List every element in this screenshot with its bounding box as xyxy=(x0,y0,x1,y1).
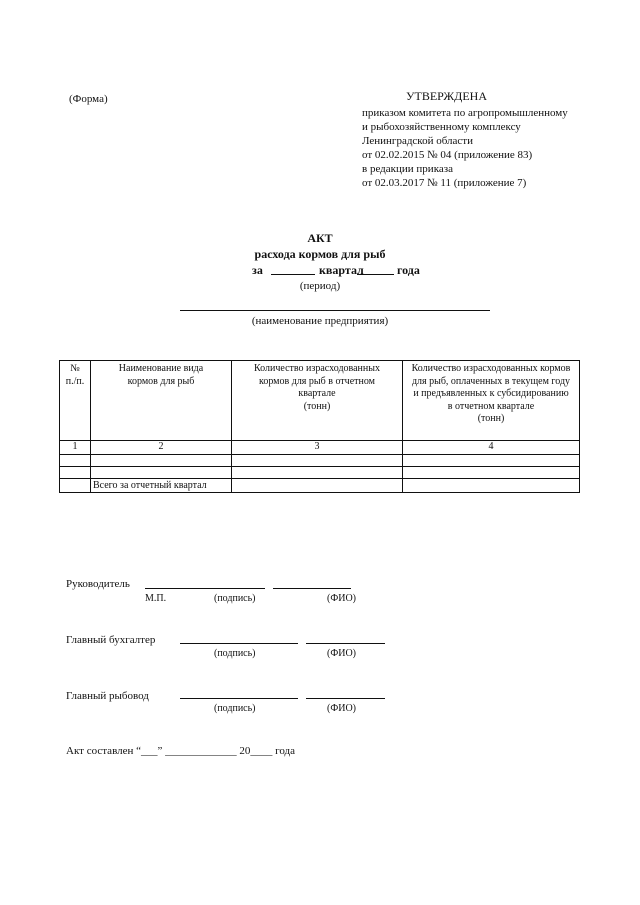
col-header-feed-type-text: Наименование вида кормов для рыб xyxy=(118,363,204,387)
table-cell[interactable] xyxy=(232,478,403,492)
head-signature-caption: (подпись) xyxy=(214,593,256,604)
col-header-number-text: № п./п. xyxy=(65,363,85,387)
head-signature-line[interactable] xyxy=(145,588,265,589)
fish-breeder-fio-caption: (ФИО) xyxy=(327,703,357,714)
fish-breeder-signature-line[interactable] xyxy=(180,698,298,699)
fish-breeder-signature-caption: (подпись) xyxy=(214,703,256,714)
head-fio-caption: (ФИО) xyxy=(327,593,357,604)
head-label: Руководитель xyxy=(66,578,130,590)
table-cell[interactable] xyxy=(60,454,91,466)
col-header-quantity xyxy=(232,361,403,441)
table-cell[interactable] xyxy=(91,466,232,478)
column-number: 2 xyxy=(91,441,232,455)
column-number: 4 xyxy=(403,441,580,455)
table-cell[interactable] xyxy=(403,454,580,466)
col-header-number xyxy=(60,361,91,441)
approved-title: УТВЕРЖДЕНА xyxy=(406,89,488,103)
column-number-row xyxy=(60,441,580,455)
fish-breeder-label: Главный рыбовод xyxy=(66,690,149,702)
doc-title: АКТ xyxy=(307,231,333,245)
accountant-fio-line[interactable] xyxy=(306,643,385,644)
approved-line-1: приказом комитета по агропромышленному xyxy=(362,107,568,119)
table-row xyxy=(60,466,580,478)
col-header-feed-type xyxy=(91,361,232,441)
enterprise-caption: (наименование предприятия) xyxy=(251,315,389,327)
approved-line-5: в редакции приказа xyxy=(362,163,453,175)
accountant-signature-line[interactable] xyxy=(180,643,298,644)
col-header-subsidized-text: Количество израсходованных кормов для рыб, оплаченных в текущем году и предъявленных к субсидированию в отчетном квартале (тонн) xyxy=(411,363,571,424)
head-fio-line[interactable] xyxy=(273,588,351,589)
fish-breeder-fio-line[interactable] xyxy=(306,698,385,699)
period-caption: (период) xyxy=(299,280,341,292)
table-cell[interactable] xyxy=(232,466,403,478)
table-cell[interactable] xyxy=(91,454,232,466)
year-blank-line xyxy=(357,274,394,275)
table-cell xyxy=(60,478,91,492)
table-cell[interactable] xyxy=(60,466,91,478)
act-composed-line: Акт составлен “___” _____________ 20____ года xyxy=(66,745,296,757)
table-cell[interactable] xyxy=(403,478,580,492)
feed-table xyxy=(59,360,580,493)
enterprise-line xyxy=(180,310,490,311)
column-number: 3 xyxy=(232,441,403,455)
table-cell[interactable] xyxy=(403,466,580,478)
approved-line-2: и рыбохозяйственному комплексу xyxy=(362,121,521,133)
accountant-fio-caption: (ФИО) xyxy=(327,648,357,659)
col-header-quantity-text: Количество израсходованных кормов для рыб в отчетном квартале (тонн) xyxy=(254,363,380,412)
doc-subtitle: расхода кормов для рыб xyxy=(254,247,386,261)
accountant-signature-caption: (подпись) xyxy=(214,648,256,659)
table-cell[interactable] xyxy=(232,454,403,466)
col-header-subsidized xyxy=(403,361,580,441)
approved-line-6: от 02.03.2017 № 11 (приложение 7) xyxy=(362,177,527,189)
period-goda: года xyxy=(397,263,420,277)
accountant-label: Главный бухгалтер xyxy=(66,634,156,646)
quarter-blank-line xyxy=(271,274,315,275)
approved-line-4: от 02.02.2015 № 04 (приложение 83) xyxy=(362,149,533,161)
approved-line-3: Ленинградской области xyxy=(362,135,473,147)
form-label: (Форма) xyxy=(69,93,108,105)
stamp-mp: М.П. xyxy=(145,593,167,604)
table-header-row xyxy=(60,361,580,441)
table-row xyxy=(60,454,580,466)
column-number: 1 xyxy=(60,441,91,455)
total-label: Всего за отчетный квартал xyxy=(91,478,232,492)
period-kvartal: квартал xyxy=(319,263,364,277)
total-row xyxy=(60,478,580,492)
period-za: за xyxy=(252,263,263,277)
